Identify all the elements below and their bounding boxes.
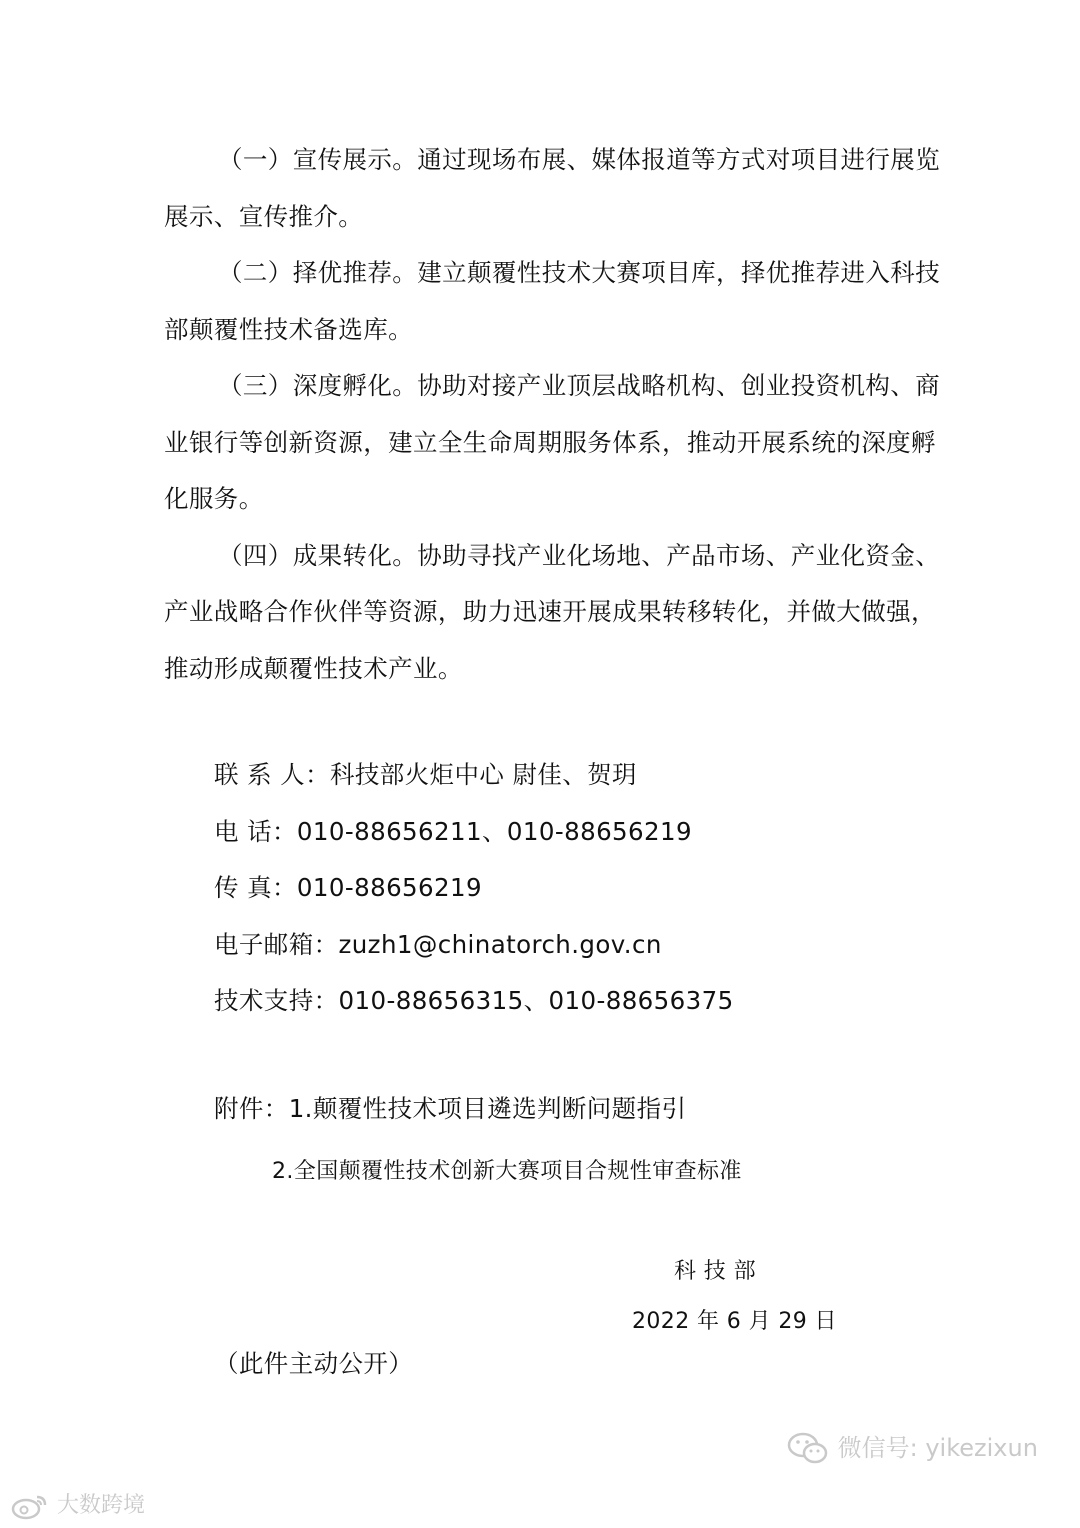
contact-fax: 传 真：010-88656219	[214, 873, 482, 902]
signature-date: 2022 年 6 月 29 日	[632, 1309, 837, 1334]
contact-email: 电子邮箱：zuzh1@chinatorch.gov.cn	[214, 930, 662, 959]
section-3-line-1: （三）深度孵化。协助对接产业顶层战略机构、创业投资机构、商	[218, 371, 941, 400]
contact-support: 技术支持：010-88656315、010-88656375	[214, 986, 734, 1015]
weibo-logo-icon	[10, 1493, 57, 1518]
section-4-line-2: 产业战略合作伙伴等资源，助力迅速开展成果转移转化，并做大做强，	[164, 597, 936, 626]
section-1-line-2: 展示、宣传推介。	[164, 202, 364, 231]
watermark-right-text: 微信号: yikezixun	[837, 1434, 1038, 1462]
wechat-logo-icon	[786, 1434, 838, 1462]
disclosure-note: （此件主动公开）	[214, 1349, 414, 1378]
signature-org: 科 技 部	[674, 1259, 756, 1284]
watermark-left	[10, 1488, 145, 1521]
contact-person: 联 系 人：科技部火炬中心 尉佳、贺玥	[214, 760, 637, 789]
section-4-line-3: 推动形成颠覆性技术产业。	[164, 654, 463, 683]
section-4-line-1: （四）成果转化。协助寻找产业化场地、产品市场、产业化资金、	[218, 541, 941, 570]
section-2-line-1: （二）择优推荐。建立颠覆性技术大赛项目库，择优推荐进入科技	[218, 258, 941, 287]
section-2-line-2: 部颠覆性技术备选库。	[164, 315, 413, 344]
attachment-1: 附件：1.颠覆性技术项目遴选判断问题指引	[214, 1094, 687, 1123]
section-3-line-3: 化服务。	[164, 484, 264, 513]
section-1-line-1: （一）宣传展示。通过现场布展、媒体报道等方式对项目进行展览	[218, 145, 941, 174]
section-3-line-2: 业银行等创新资源，建立全生命周期服务体系，推动开展系统的深度孵	[164, 428, 936, 457]
contact-phone: 电 话：010-88656211、010-88656219	[214, 817, 692, 846]
watermark-right	[786, 1428, 1038, 1467]
attachment-2: 2.全国颠覆性技术创新大赛项目合规性审查标准	[272, 1159, 742, 1184]
watermark-left-text: 大数跨境	[57, 1493, 146, 1518]
